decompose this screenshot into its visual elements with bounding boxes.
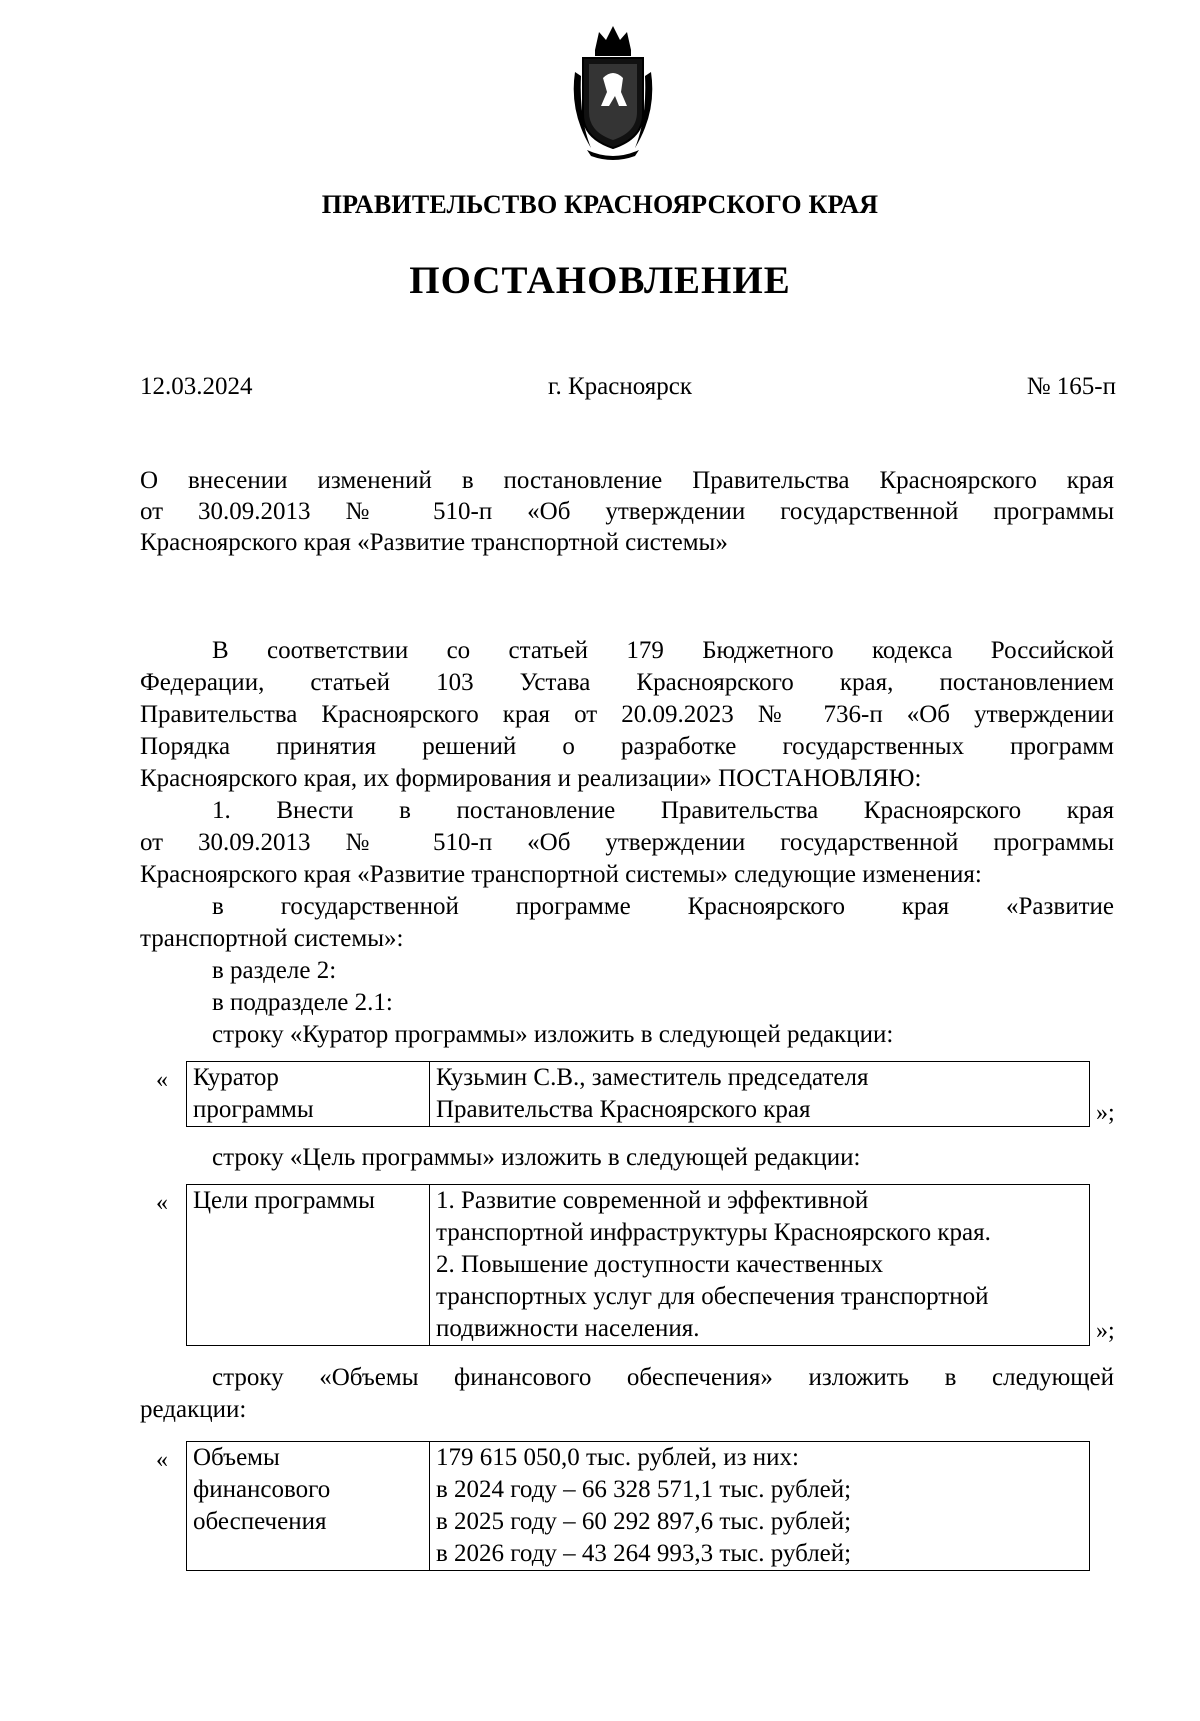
cell-text: 1. Развитие современной и эффективной (436, 1187, 869, 1214)
curator-intro: строку «Куратор программы» изложить в следующей редакции: (212, 1021, 894, 1048)
item1-line: от 30.09.2013 № 510-п «Об утверждении государственной программы (140, 829, 1114, 856)
cell-text: 2. Повышение доступности качественных (436, 1251, 884, 1278)
cell-text: Объемы (193, 1444, 280, 1471)
item1-line: 1. Внести в постановление Правительства Красноярского края (212, 797, 1114, 824)
subsection-line: в подразделе 2.1: (212, 989, 393, 1016)
title-line: от 30.09.2013 № 510-п «Об утверждении государственной программы (140, 498, 1114, 525)
quote-open: « (156, 1190, 168, 1216)
finance-intro-line: редакции: (140, 1396, 247, 1423)
preamble-line: В соответствии со статьей 179 Бюджетного кодекса Российской (212, 637, 1114, 664)
quote-close: »; (1096, 1318, 1115, 1344)
preamble-line: Правительства Красноярского края от 20.09.2023 № 736-п «Об утверждении (140, 701, 1114, 728)
goal-table (186, 1184, 1090, 1346)
cell-text: подвижности населения. (436, 1315, 700, 1342)
document-city: г. Красноярск (548, 373, 692, 400)
cell-text: транспортной инфраструктуры Красноярского края. (436, 1219, 991, 1246)
cell-text: в 2025 году – 60 292 897,6 тыс. рублей; (436, 1508, 852, 1535)
title-line: О внесении изменений в постановление Правительства Красноярского края (140, 467, 1114, 494)
title-line: Красноярского края «Развитие транспортной системы» (140, 529, 728, 556)
goal-label-cell (187, 1185, 430, 1346)
cell-text: в 2024 году – 66 328 571,1 тыс. рублей; (436, 1476, 852, 1503)
cell-text: Куратор (193, 1064, 279, 1091)
cell-text: Цели программы (193, 1187, 375, 1214)
section-line: в разделе 2: (212, 957, 337, 984)
preamble-line: Федерации, статьей 103 Устава Красноярского края, постановлением (140, 669, 1114, 696)
program-line: транспортной системы»: (140, 925, 404, 952)
quote-open: « (156, 1067, 168, 1093)
curator-label-cell (187, 1062, 430, 1127)
item1-line: Красноярского края «Развитие транспортной системы» следующие изменения: (140, 861, 982, 888)
cell-text: финансового (193, 1476, 331, 1503)
cell-text: Кузьмин С.В., заместитель председателя (436, 1064, 869, 1091)
preamble-line: Красноярского края, их формирования и реализации» ПОСТАНОВЛЯЮ: (140, 765, 922, 792)
finance-value-cell (430, 1442, 1090, 1571)
cell-text: 179 615 050,0 тыс. рублей, из них: (436, 1444, 799, 1471)
goal-value-cell (430, 1185, 1090, 1346)
document-date: 12.03.2024 (140, 373, 253, 400)
document-type: ПОСТАНОВЛЕНИЕ (409, 259, 791, 302)
curator-value-cell (430, 1062, 1090, 1127)
cell-text: транспортных услуг для обеспечения транспортной (436, 1283, 989, 1310)
curator-table (186, 1061, 1090, 1127)
government-name: ПРАВИТЕЛЬСТВО КРАСНОЯРСКОГО КРАЯ (321, 190, 879, 219)
cell-text: программы (193, 1096, 314, 1123)
cell-text: обеспечения (193, 1508, 327, 1535)
finance-intro-line: строку «Объемы финансового обеспечения» изложить в следующей (212, 1364, 1114, 1391)
goal-intro: строку «Цель программы» изложить в следующей редакции: (212, 1144, 861, 1171)
quote-open: « (156, 1447, 168, 1473)
krasnoyarsk-coat-of-arms-icon (565, 22, 661, 164)
quote-close: »; (1096, 1100, 1115, 1126)
finance-table (186, 1441, 1090, 1571)
preamble-line: Порядка принятия решений о разработке государственных программ (140, 733, 1114, 760)
document-number: № 165-п (1026, 373, 1116, 400)
cell-text: в 2026 году – 43 264 993,3 тыс. рублей; (436, 1540, 852, 1567)
program-line: в государственной программе Красноярского края «Развитие (212, 893, 1114, 920)
cell-text: Правительства Красноярского края (436, 1096, 811, 1123)
finance-label-cell (187, 1442, 430, 1571)
